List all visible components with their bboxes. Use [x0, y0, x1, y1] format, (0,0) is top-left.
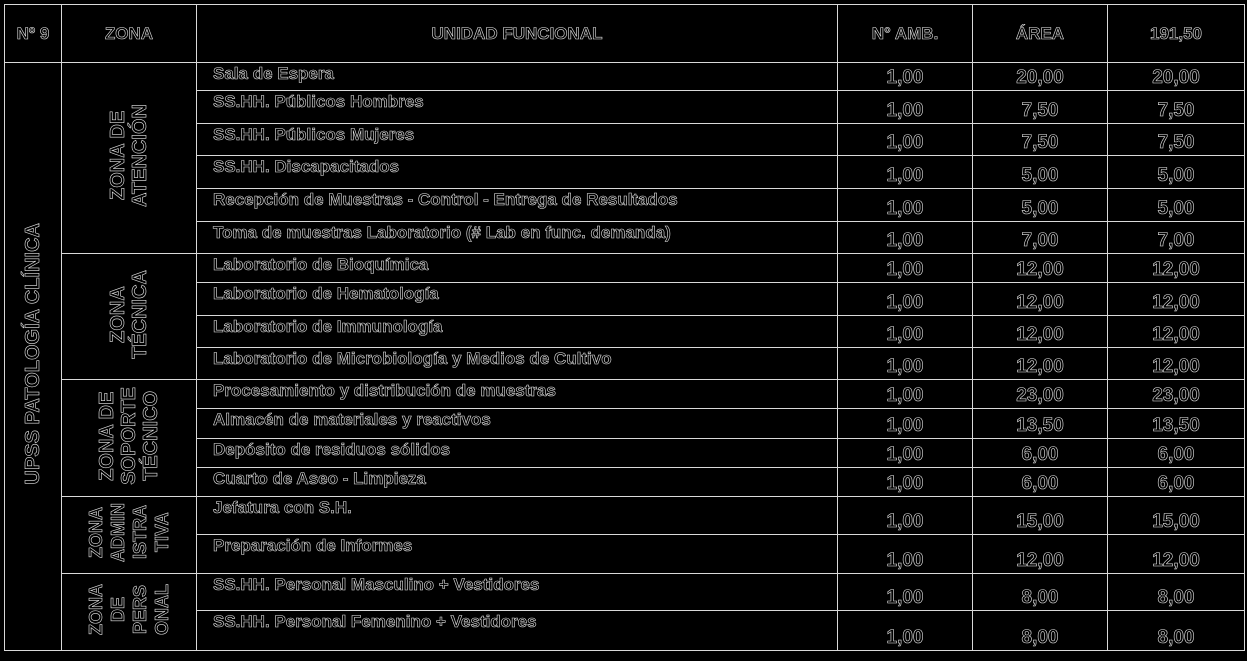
area-value: 12,00: [973, 283, 1108, 316]
area-value: 8,00: [973, 574, 1108, 611]
unit-name: Laboratorio de Immunología: [197, 316, 838, 348]
amb-value: 1,00: [838, 156, 973, 189]
header-amb: N° AMB.: [838, 5, 973, 63]
total-value: 5,00: [1108, 156, 1245, 189]
zone-cell-soporte: [62, 380, 197, 497]
unit-name: Laboratorio de Hematología: [197, 283, 838, 316]
total-value: 12,00: [1108, 283, 1245, 316]
total-value: 8,00: [1108, 611, 1245, 651]
area-value: 13,50: [973, 409, 1108, 439]
zone-label-atencion: ZONA DE ATENCIÓN: [107, 104, 151, 207]
total-value: 13,50: [1108, 409, 1245, 439]
unit-name: SS.HH. Personal Femenino + Vestidores: [197, 611, 838, 651]
zone-cell-admin: [62, 497, 197, 574]
header-unidad: UNIDAD FUNCIONAL: [197, 5, 838, 63]
area-value: 7,50: [973, 124, 1108, 156]
total-value: 7,50: [1108, 91, 1245, 124]
zone-cell-personal: [62, 574, 197, 651]
total-value: 7,50: [1108, 124, 1245, 156]
zone-label-soporte: ZONA DE SOPORTE TÉCNICO: [96, 386, 162, 485]
total-value: 20,00: [1108, 63, 1245, 91]
amb-value: 1,00: [838, 222, 973, 254]
zone-label-tecnica: ZONA TÉCNICA: [107, 269, 151, 359]
unit-name: Jefatura con S.H.: [197, 497, 838, 535]
table-row: [5, 574, 1245, 611]
table-row: [5, 63, 1245, 91]
area-value: 7,50: [973, 91, 1108, 124]
table-row: [5, 254, 1245, 283]
amb-value: 1,00: [838, 348, 973, 380]
program-table: [4, 4, 1245, 651]
total-value: 7,00: [1108, 222, 1245, 254]
amb-value: 1,00: [838, 439, 973, 468]
amb-value: 1,00: [838, 316, 973, 348]
total-value: 8,00: [1108, 574, 1245, 611]
table-row: [5, 380, 1245, 409]
header-area: ÁREA: [973, 5, 1108, 63]
unit-name: SS.HH. Personal Masculino + Vestidores: [197, 574, 838, 611]
unit-name: Preparación de Informes: [197, 535, 838, 574]
area-value: 12,00: [973, 316, 1108, 348]
upss-label-cell: [5, 63, 62, 651]
upss-label: UPSS PATOLOGÍA CLÍNICA: [22, 223, 44, 485]
amb-value: 1,00: [838, 535, 973, 574]
amb-value: 1,00: [838, 497, 973, 535]
header-zona: ZONA: [62, 5, 197, 63]
unit-name: Sala de Espera: [197, 63, 838, 91]
area-value: 20,00: [973, 63, 1108, 91]
amb-value: 1,00: [838, 91, 973, 124]
area-value: 12,00: [973, 254, 1108, 283]
unit-name: Depósito de residuos sólidos: [197, 439, 838, 468]
amb-value: 1,00: [838, 380, 973, 409]
total-value: 5,00: [1108, 189, 1245, 222]
total-value: 15,00: [1108, 497, 1245, 535]
amb-value: 1,00: [838, 574, 973, 611]
area-value: 6,00: [973, 468, 1108, 497]
area-value: 23,00: [973, 380, 1108, 409]
total-value: 6,00: [1108, 439, 1245, 468]
unit-name: Toma de muestras Laboratorio (# Lab en func. demanda): [197, 222, 838, 254]
area-value: 8,00: [973, 611, 1108, 651]
unit-name: SS.HH. Públicos Mujeres: [197, 124, 838, 156]
total-value: 12,00: [1108, 535, 1245, 574]
zone-cell-tecnica: [62, 254, 197, 380]
area-value: 5,00: [973, 156, 1108, 189]
header-num: Nº 9: [5, 5, 62, 63]
unit-name: SS.HH. Discapacitados: [197, 156, 838, 189]
amb-value: 1,00: [838, 468, 973, 497]
amb-value: 1,00: [838, 63, 973, 91]
total-value: 12,00: [1108, 316, 1245, 348]
header-row: [5, 5, 1245, 63]
area-value: 15,00: [973, 497, 1108, 535]
amb-value: 1,00: [838, 611, 973, 651]
total-value: 23,00: [1108, 380, 1245, 409]
unit-name: Laboratorio de Bioquímica: [197, 254, 838, 283]
amb-value: 1,00: [838, 124, 973, 156]
unit-name: Laboratorio de Microbiología y Medios de Cultivo: [197, 348, 838, 380]
table-row: [5, 497, 1245, 535]
zone-label-admin: ZONA ADMIN ISTRA TIVA: [86, 503, 172, 562]
amb-value: 1,00: [838, 409, 973, 439]
total-value: 12,00: [1108, 254, 1245, 283]
unit-name: SS.HH. Públicos Hombres: [197, 91, 838, 124]
total-value: 6,00: [1108, 468, 1245, 497]
area-value: 6,00: [973, 439, 1108, 468]
amb-value: 1,00: [838, 283, 973, 316]
area-value: 12,00: [973, 348, 1108, 380]
unit-name: Cuarto de Aseo - Limpieza: [197, 468, 838, 497]
amb-value: 1,00: [838, 189, 973, 222]
unit-name: Recepción de Muestras - Control - Entrega de Resultados: [197, 189, 838, 222]
zone-label-personal: ZONA DE PERS ONAL: [86, 584, 172, 635]
zone-cell-atencion: [62, 63, 197, 254]
area-value: 7,00: [973, 222, 1108, 254]
total-value: 12,00: [1108, 348, 1245, 380]
amb-value: 1,00: [838, 254, 973, 283]
unit-name: Procesamiento y distribución de muestras: [197, 380, 838, 409]
unit-name: Almacén de materiales y reactivos: [197, 409, 838, 439]
area-value: 5,00: [973, 189, 1108, 222]
area-value: 12,00: [973, 535, 1108, 574]
header-total: 191,50: [1108, 5, 1245, 63]
